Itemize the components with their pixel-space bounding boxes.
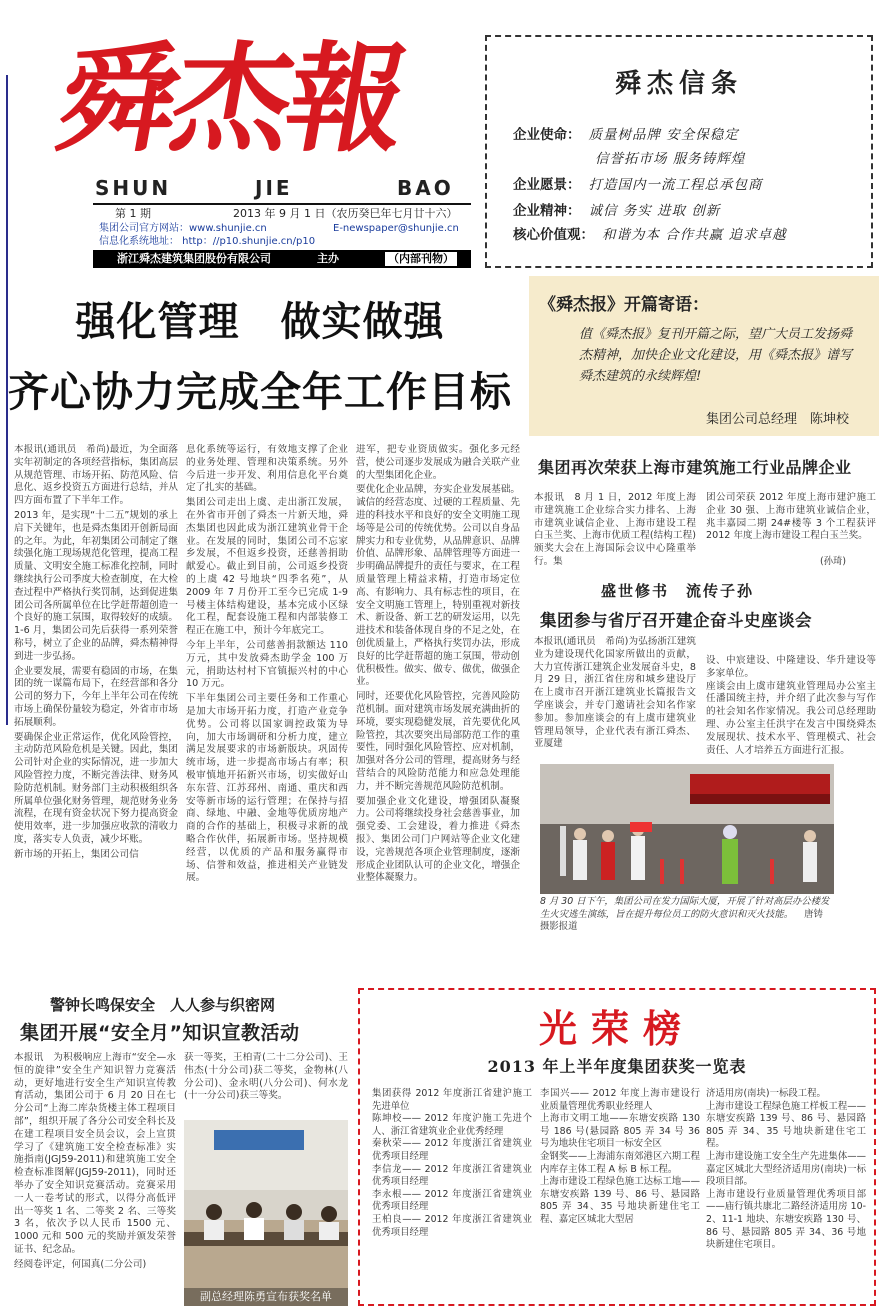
- main-para: 下半年集团公司主要任务和工作重心是加大市场开拓力度，打造产业竞争优势。公司将以国家调控政策为导向，加大市场调研和分析力度，建立满足发展要求的市场新版块。巩固传统市场，进一步提高市场占有率；积极审慎地开拓新兴市场，切实做好山东东营、江苏邳州、南通、重庆和西安等新市场的运行管理；在保持与招商、绿地、中融、金地等优质房地产商的合作的基础上，积极寻求新的战略合作伙伴，拓展新市场。坚持规模经营，以优质的产品和服务赢得市场、信誉和效益，推进相关产业链发展。: [186, 693, 348, 884]
- main-para: 息化系统等运行，有效地支撑了企业的业务处理、管理和决策系统。另外今后进一步开发、利用信息化平台奠定了扎实的基础。: [186, 444, 348, 494]
- main-para: 企业要发展，需要有稳固的市场，在集团的统一谋篇布局下，在经营部和各分公司的努力下，今年上半年公司在传统市场上确保份量较为稳定，外省市市场拓展顺利。: [14, 665, 178, 728]
- article-headline-history: 集团参与省厅召开建企奋斗史座谈会: [540, 611, 812, 630]
- honor-subtitle: 2013 年上半年度集团获奖一览表: [487, 1057, 747, 1076]
- preface-signature: 集团公司总经理 陈坤校: [705, 412, 849, 427]
- pinyin-bao: BAO: [397, 176, 454, 200]
- issue-bar: [93, 203, 471, 222]
- article-headline-safety: 集团开展“安全月”知识宣教活动: [20, 1022, 300, 1044]
- brand-author: (孙琦): [820, 556, 847, 567]
- credo-mission: 企业使命： 质量树品牌 安全保稳定: [513, 127, 739, 143]
- publisher-name: 浙江舜杰建筑集团股份有限公司: [117, 252, 271, 265]
- info-system-address[interactable]: 信息化系统地址： http：//p10.shunjie.cn/p10: [99, 236, 316, 247]
- credo-box: [485, 35, 873, 268]
- main-para: 要优化企业品牌，夯实企业发展基础。诚信的经营态度、过硬的工程质量、先进的科技水平和良好的安全文明施工现场等是公司的传统优势。公司以自身品牌实力和专业优势，从品牌意识、品牌价值、品牌形象、品牌管理等方面进一步明确品牌提升的责任与要求，在工程质量管理上精益求精，打造市场定位高、有影响力、具有标志性的项目，在安全文明施工管理上，特别重视对新技术、新设备、新工艺的研发运用，以先进技术和装备体现自身的不足之处，在创优质量上，严格执行奖罚办法，形成良好的比学赶帮超的施工氛围，带动创优积极性。做实、做专、做优，做强企业。: [356, 484, 520, 688]
- honor-item: 王柏良—— 2012 年度浙江省建筑业优秀项目经理: [372, 1213, 532, 1238]
- newspaper-logo-title: 舜杰報: [47, 29, 415, 168]
- pinyin-shun: SHUN: [95, 176, 172, 200]
- caption-author: 唐铸 摄影报道: [540, 908, 833, 932]
- main-para: 集团公司走出上虞、走出浙江发展，在外省市开创了舜杰一片新天地，舜杰集团也因此成为浙江建筑业骨干企业。在发展的同时，集团公司不忘家乡发展，不但返乡投资，还慈善捐助献爱心。截止到目前，公司返乡投资的上虞 42 号地块“四季名苑”，从 2009 年 7 月份开工至今已完成 1-9 号楼主体结构建设，基本完成小区绿化工程，配套设施工程和内部装修工程正在施工中，预计今年底完工。: [186, 497, 348, 637]
- honor-item: 陈坤校—— 2012 年度沪施工先进个人、浙江省建筑业企业优秀经理: [372, 1113, 532, 1137]
- preface-body: 值《舜杰报》复刊开篇之际，望广大员工发扬舜杰精神，加快企业文化建设，用《舜杰报》谱写舜杰建筑的永续辉煌!: [579, 327, 853, 384]
- credo-spirit: 企业精神： 诚信 务实 进取 创新: [513, 203, 721, 219]
- kicker-safety: 警钟长鸣保安全 人人参与织密网: [50, 996, 276, 1014]
- fire-drill-photo: [540, 764, 834, 894]
- safety-photo-caption: 副总经理陈勇宣布获奖名单: [200, 1290, 332, 1303]
- honor-item: 上海市建设施工安全生产先进集体——嘉定区城北大型经济适用房(南块)一标段项目部。: [706, 1150, 866, 1188]
- website-info: [93, 221, 471, 249]
- honor-item: 上海市建设工程绿色施工样板工程——东塘安疾路 139 号、86 号、悬园路 805 弄 34、35 号地块新建住宅工程。: [706, 1100, 866, 1150]
- main-para: 进军，把专业资质做实。强化多元经营，使公司逐步发展成为融合关联产业的大型集团化企业。: [356, 444, 520, 481]
- official-website[interactable]: 集团公司官方网站：www.shunjie.cn: [99, 223, 267, 234]
- enewspaper-email[interactable]: E-newspaper@shunjie.cn: [333, 223, 459, 234]
- credo-title: 舜杰信条: [614, 69, 743, 99]
- main-para: 要加强企业文化建设，增强团队凝聚力。公司将继续投身社会慈善事业，加强党委、工会建设，着力推进《舜杰报》、集团公司门户网站等企业文化建设，完善规范各项企业管理制度，逐渐形成企业团队认可的企业文化，增强企业整体凝聚力。: [356, 795, 520, 884]
- history-col-1: 本报讯(通讯员 希尚)为弘扬浙江建筑业为建设现代化国家所做出的贡献，大力宣传浙江建筑企业发展奋斗史，8 月 29 日，浙江省住房和城乡建设厅在上虞市召开浙江建筑业长篇报告文学座谈会，并专门邀请社会知名作家参加。参加座谈会的有上虞市建筑业管理局领导，企业代表有浙江舜杰、亚厦建: [534, 636, 696, 750]
- publisher-bar: [93, 250, 471, 268]
- brand-col-2: 团公司荣获 2012 年度上海市建沪施工企业 30 强、上海市建筑业诚信企业，兆丰嘉园二期 24#楼等 3 个工程获评 2012 年度上海市建设工程白玉兰奖。: [706, 492, 876, 542]
- safety-col-2: 获一等奖，王柏青(二十二分公司)、王伟杰(十分公司)获二等奖，金物林(八分公司)、金永明(八分公司)、何水龙(十一分公司)获三等奖。: [184, 1052, 348, 1102]
- main-article-col-3: [356, 444, 520, 974]
- safety-col-1: 本报讯 为积极响应上海市“安全—永恒的旋律”安全生产知识智力竞赛活动，更好地进行安全生产知识宣传教育活动，集团公司于 6 月 20 日在七分公司“上海二库杂货楼主体工程项目部”，组织开展了各分公司安全科长及在建工程项目安全员会议，会上宣贯学习了《建筑施工安全检查标准》实施指南(JGJ59-2011)和建筑施工安全检查标准图解(JGJ59-2011)，同时还举办了安全知识竞赛活动。竞赛采用一人一卷考试的形式，以得分高低评出一等奖 1 名、二等奖 2 名、三等奖 3 名，依次予以人民币 1500 元、1000 元和 500 元的奖励并颁发荣誉证书、纪念品。 经阅卷评定，何国真(二分公司): [14, 1052, 176, 1270]
- sponsor-label: 主办: [317, 252, 339, 265]
- internal-label: （内部刊物）: [385, 252, 457, 266]
- honor-item: 集团获得 2012 年度浙江省建沪施工先进单位: [372, 1088, 532, 1112]
- credo-mission-2: 信誉拓市场 服务铸辉煌: [595, 151, 746, 167]
- fire-drill-photo-image: [540, 764, 834, 894]
- honor-roll-box: [358, 988, 876, 1306]
- main-para: 2013 年，是实现“十二五”规划的承上启下关键年，也是舜杰集团开创新局面的之年。为此，年初集团公司制定了继续强化施工现场规范化管理，提高工程质量、文明安全施工标准化控制，同时继续执行公司季度大检查制度，在大检查过程中严格执行奖罚制，达到促进集团公司各所属单位在比学赶帮超创造一个良好的施工氛围，取得较好的成绩。1-6 月，集团公司先后获得一系列荣誉称号，树立了企业的品牌，舜杰精神得到进一步弘扬。: [14, 509, 178, 662]
- honor-item: 李永根—— 2012 年度浙江省建筑业优秀项目经理: [372, 1188, 532, 1213]
- fire-drill-caption: 8 月 30 日下午，集团公司在发力国际大厦，开展了针对高层办公楼发生火灾逃生演练，旨在提升每位员工的防火意识和灭火技能。 唐铸 摄影报道: [540, 896, 833, 932]
- safety-meeting-photo: [184, 1120, 348, 1306]
- honor-title: 光荣榜: [538, 1006, 695, 1051]
- main-para: 今年上半年，公司慈善捐款额达 110 万元，其中发放舜杰助学金 100 万元，捐助达村村下官镇振兴村的中心 10 万元。: [186, 639, 348, 690]
- main-article-col-1: [14, 444, 178, 974]
- honor-col-2: [540, 1088, 700, 1227]
- preface-title: 《舜杰报》开篇寄语：: [539, 295, 709, 315]
- headline-line-1: 强化管理 做实做强: [75, 299, 445, 345]
- honor-item: 李信龙—— 2012 年度浙江省建筑业优秀项目经理: [372, 1163, 532, 1188]
- main-para: 同时，还要优化风险管控，完善风险防范机制。面对建筑市场发展充满曲折的环境，要实现稳健发展，首先要优化风险管控，其次要突出局部防范工作的重要性，同时强化风险管控、应对机制，加强对各分公司的管理，提高财务与经营结合的风险防范能力和应急处理能力，并不断完善规范风险防范机制。: [356, 691, 520, 792]
- honor-item: 济适用房(南块)一标段工程。: [706, 1088, 826, 1099]
- credo-values: 核心价值观： 和谐为本 合作共赢 追求卓越: [513, 227, 787, 243]
- credo-vision: 企业愿景： 打造国内一流工程总承包商: [513, 177, 763, 193]
- main-para: 新市场的开拓上，集团公司信: [14, 848, 139, 860]
- brand-col-1: 本报讯 8 月 1 日，2012 年度上海市建筑施工企业综合实力排名、上海市建筑业诚信企业、上海市建设工程白玉兰奖、上海市优质工程(结构工程)颁奖大会在上海国际会议中心隆重举行。集: [534, 492, 696, 567]
- issue-date: 2013 年 9 月 1 日（农历癸巳年七月廿十六）: [233, 207, 458, 220]
- honor-item: 上海市文明工地——东塘安疾路 130 号 186 号(悬园路 805 弄 34 号 36 号为地块住宅项目一标安全区: [540, 1113, 700, 1150]
- issue-number: 第 1 期: [115, 207, 151, 220]
- honor-item: 秦秋荣—— 2012 年度浙江省建筑业优秀项目经理: [372, 1138, 532, 1162]
- main-article-col-2: [186, 444, 348, 974]
- honor-item: 上海市建设工程绿色施工达标工地——东塘安疾路 139 号、86 号、悬园路 805 弄 34、35 号地块新建住宅工程、嘉定区城北大型居: [540, 1176, 700, 1225]
- honor-col-3: [706, 1088, 866, 1252]
- article-headline-brand: 集团再次荣获上海市建筑施工行业品牌企业: [538, 458, 852, 477]
- preface-box: [529, 276, 879, 436]
- main-para: 要确保企业正常运作，优化风险管控，主动防范风险危机是关键。因此，集团公司针对企业的实际情况，进一步加大风险管控力度，不断完善法律、财务风险防范机制。财务部门主动积极组织各所属单位强化财务管理，规范财务业务流程，在现有资金状况下努力提高资金使用效率，进一步加强应收款的清收力度，落实专人负责，减少坏账。: [14, 731, 178, 845]
- main-para: 本报讯(通讯员 希尚)最近，为全面落实年初制定的各项经营指标，集团高层从规范管理、市场开拓、防范风险、信息化、返乡投资五方面进行总结，并从四方面布置了下半年工作。: [14, 444, 178, 507]
- safety-meeting-photo-image: [184, 1120, 348, 1306]
- honor-col-1: [372, 1088, 532, 1239]
- honor-item: 上海市建设行业质量管理优秀项目部——庙行镇共康北二路经济适用房 10-2、11-1 地块、东塘安疾路 130 号、86 号、悬园路 805 弄 34、36 号地块新建住宅项目。: [706, 1188, 866, 1251]
- honor-item: 金钢奖——上海浦东南郊港区六期工程内库存主体工程 A 标 B 标工程。: [540, 1150, 700, 1175]
- history-col-2: 设、中宸建设、中隆建设、华升建设等多家单位。 座谈会由上虞市建筑业管理局办公室主任潘国统主持，并介绍了此次参与写作的社会知名作家情况。我公司总经理助理、办公室主任洪宇在发言中围绕舜杰发展现状、技术水平、管理模式、社会责任、人才培养五方面进行汇报。: [706, 655, 876, 756]
- headline-line-2: 齐心协力完成全年工作目标: [8, 368, 512, 416]
- kicker-history: 盛世修书 流传子孙: [601, 582, 755, 600]
- pinyin-jie: JIE: [255, 176, 293, 200]
- honor-item: 李国兴—— 2012 年度上海市建设行业质量管理优秀职业经理人: [540, 1088, 700, 1112]
